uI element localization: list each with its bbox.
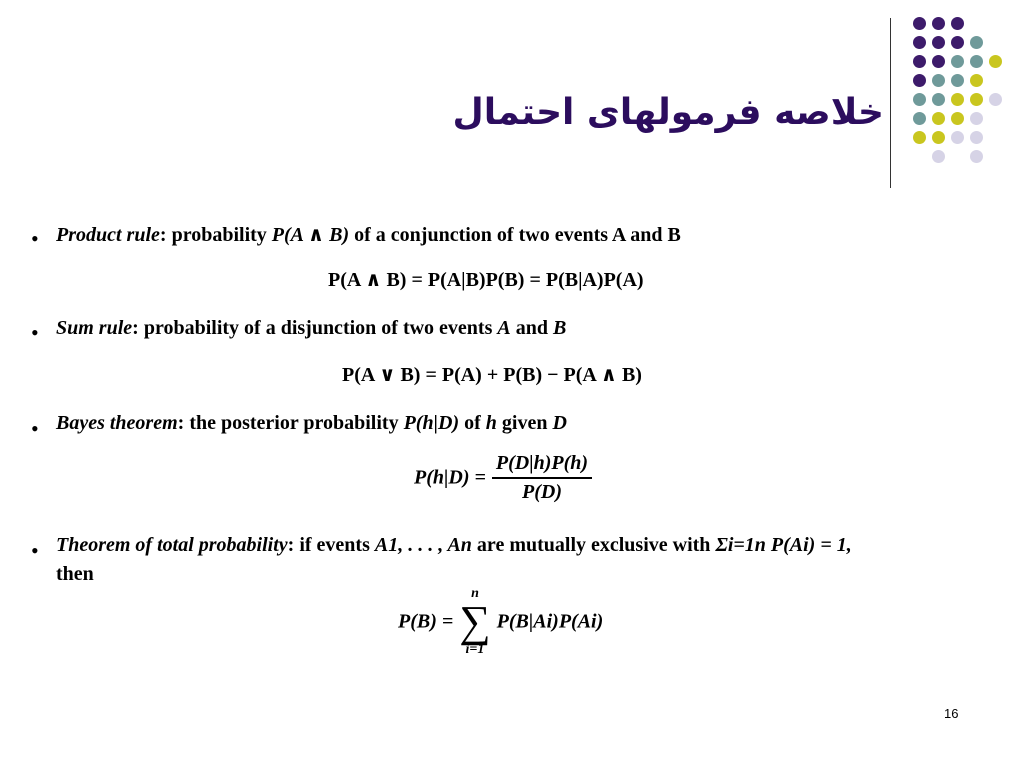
product-rule-tail: of a conjunction of two events A and B (349, 224, 681, 246)
bayes-math-h: h (485, 412, 497, 434)
bayes-eq-lhs: P(h|D) = (414, 466, 486, 489)
total-probability-sum-condition: Σi=1n P(Ai) = 1, (715, 534, 852, 556)
bayes-math-phd: P(h|D) (403, 412, 460, 434)
product-rule-math: P(A ∧ B) (271, 224, 350, 246)
dot (970, 74, 983, 87)
summation-symbol (459, 586, 490, 658)
dot (913, 93, 926, 106)
sum-rule-term: Sum rule (56, 317, 133, 339)
dot (932, 74, 945, 87)
dot (989, 93, 1002, 106)
decorative-dot-grid (0, 0, 1024, 200)
dot (932, 55, 945, 68)
total-probability-term: Theorem of total probability (56, 534, 288, 556)
dot (951, 131, 964, 144)
sum-rule-math-a: A (497, 317, 511, 339)
sum-lower-limit: i=1 (465, 642, 485, 657)
dot (932, 150, 945, 163)
total-probability-equation (398, 586, 603, 658)
sum-rule-line (56, 317, 566, 340)
bayes-of: of (459, 412, 486, 434)
bayes-given: given (496, 412, 553, 434)
bayes-equation (414, 452, 592, 504)
total-eq-rhs: P(B|Ai)P(Ai) (496, 610, 604, 633)
dot (913, 131, 926, 144)
total-probability-text: : if events (287, 534, 375, 556)
total-probability-events: A1, . . . , An (374, 534, 472, 556)
bullet-marker: • (31, 416, 39, 441)
bayes-line (56, 412, 567, 435)
bullet-marker: • (31, 538, 39, 563)
product-rule-term: Product rule (56, 224, 160, 246)
bullet-marker: • (31, 320, 39, 345)
dot (970, 112, 983, 125)
dot (932, 112, 945, 125)
sum-rule-equation: P(A ∨ B) = P(A) + P(B) − P(A ∧ B) (342, 364, 642, 386)
product-rule-line (56, 222, 681, 247)
sum-rule-text: : probability of a disjunction of two events (132, 317, 498, 339)
dot (913, 74, 926, 87)
dot (951, 112, 964, 125)
total-probability-then: then (56, 563, 94, 585)
dot (932, 93, 945, 106)
dot (970, 55, 983, 68)
dot (989, 55, 1002, 68)
bayes-text: : the posterior probability (177, 412, 404, 434)
sigma-icon: ∑ (459, 597, 491, 646)
total-eq-lhs: P(B) = (398, 610, 454, 633)
page-number: 16 (944, 706, 959, 721)
bayes-math-d: D (552, 412, 567, 434)
dot (951, 17, 964, 30)
product-rule-equation: P(A ∧ B) = P(A|B)P(B) = P(B|A)P(A) (328, 269, 644, 291)
dot (932, 131, 945, 144)
total-probability-line (56, 534, 852, 557)
dot (913, 55, 926, 68)
dot (913, 17, 926, 30)
dot (913, 112, 926, 125)
dot (932, 36, 945, 49)
total-probability-mid: are mutually exclusive with (471, 534, 716, 556)
dot (951, 74, 964, 87)
sum-rule-and: and (510, 317, 553, 339)
dot (951, 55, 964, 68)
dot (951, 93, 964, 106)
bayes-numerator: P(D|h)P(h) (492, 452, 592, 479)
dot (951, 36, 964, 49)
product-rule-text: : probability (159, 224, 272, 246)
sum-rule-math-b: B (552, 317, 567, 339)
dot (932, 17, 945, 30)
dot (970, 93, 983, 106)
dot (970, 150, 983, 163)
dot (913, 36, 926, 49)
bayes-denominator: P(D) (522, 481, 562, 503)
dot (970, 131, 983, 144)
bullet-marker: • (31, 226, 39, 251)
dot (970, 36, 983, 49)
bayes-term: Bayes theorem (56, 412, 178, 434)
bayes-fraction (492, 452, 592, 504)
slide-title: خلاصه فرمولهای احتمال (452, 92, 884, 133)
sum-upper-limit: n (471, 586, 479, 601)
